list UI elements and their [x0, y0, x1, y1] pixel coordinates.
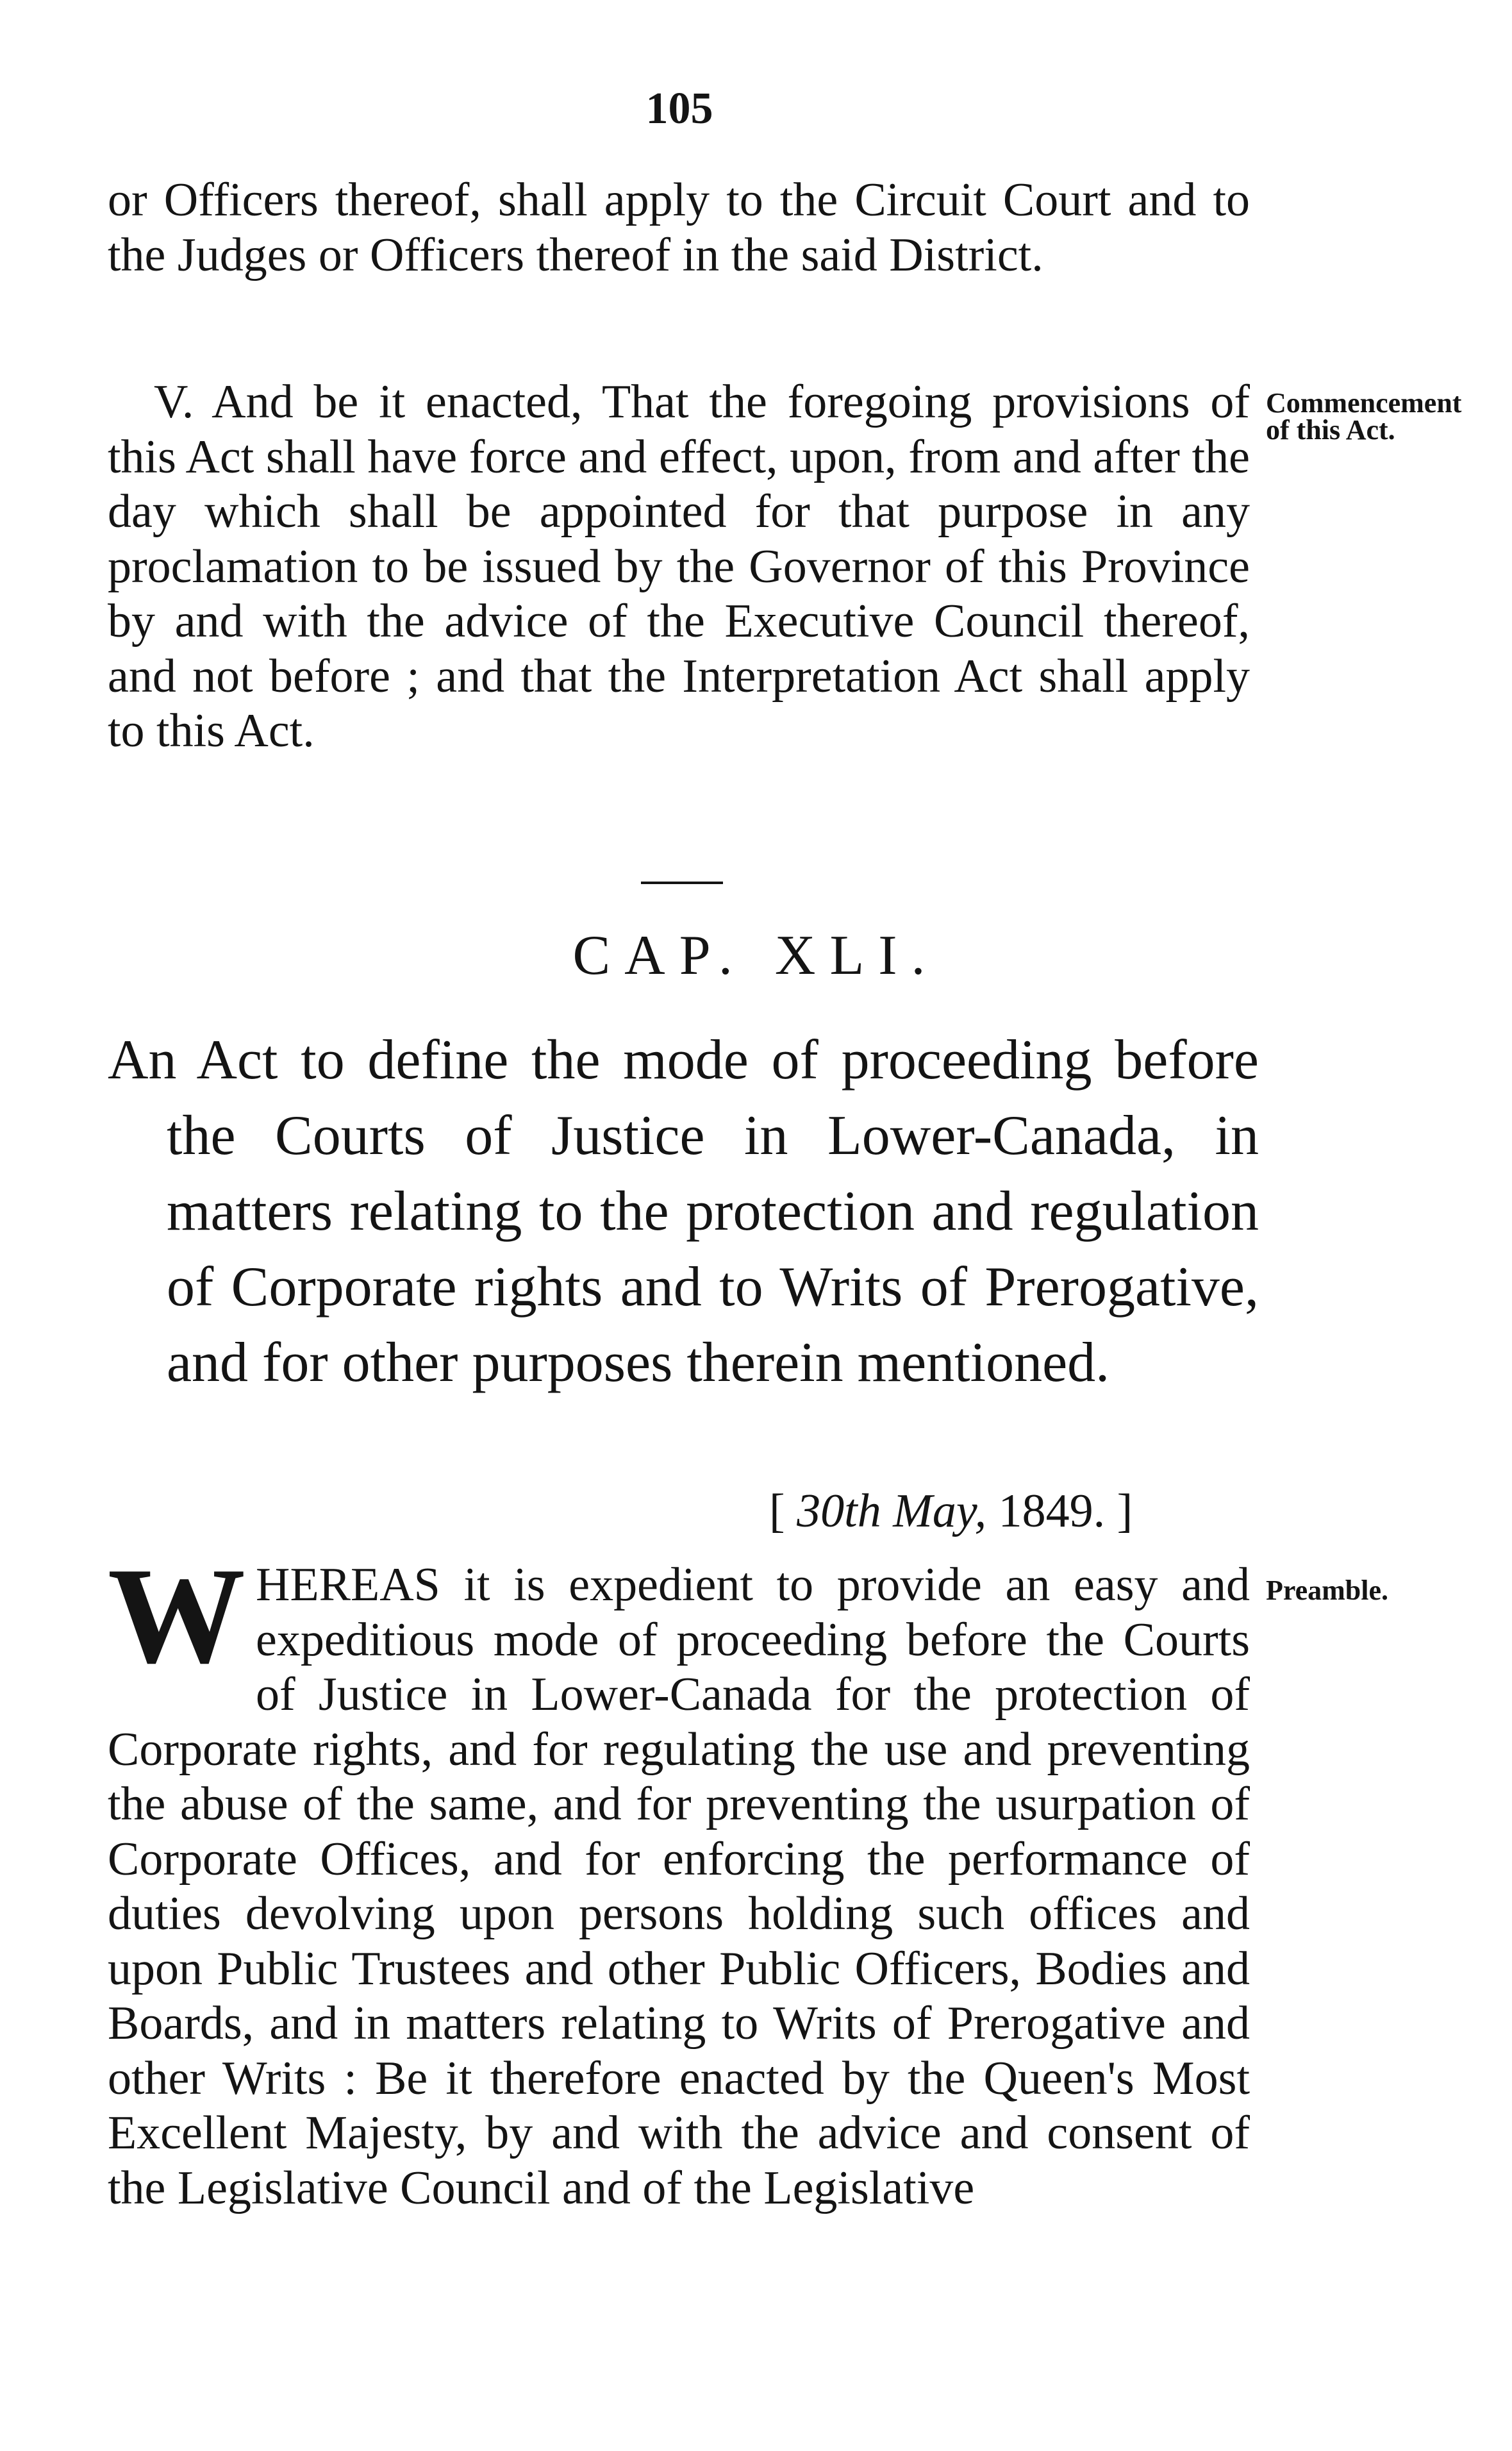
- preamble-paragraph: [108, 1539, 1250, 2216]
- date-day-month: 30th May,: [797, 1485, 987, 1537]
- preamble-text: HEREAS it is expedient to provide an easy and expeditious mode of proceeding before the Courts of Justice in Lower-Canada for the protection of Corporate rights, and for regulating the use and preventing the abuse of the same, and for preventing the usurpation of Corporate Offices, and for enforcing the performance of duties devolving upon persons holding such offices and upon Public Trustees and other Public Officers, Bodies and Boards, and in matters relating to Writs of Prerogative and other Writs : Be it therefore enacted by the Queen's Most Excellent Majesty, by and with the advice and consent of the Legislative Council and of the Legislative: [108, 1559, 1250, 2214]
- section-v-paragraph: V. And be it enacted, That the foregoing provisions of this Act shall have force and effect, upon, from and after the day which shall be appointed for that purpose in any proclamation to be issued by the Governor of this Province by and with the advice of the Executive Council thereof, and not before ; and that the Interpretation Act shall apply to this Act.: [108, 376, 1250, 757]
- drop-cap-letter: W: [108, 1539, 245, 1692]
- date-year: 1849.: [998, 1485, 1106, 1537]
- section-divider: [641, 882, 723, 884]
- date-bracket-open: [: [769, 1485, 785, 1537]
- chapter-heading: CAP. XLI.: [572, 924, 940, 987]
- act-title: An Act to define the mode of proceeding before the Courts of Justice in Lower-Canada, in matters relating to the protection and regulation of Corporate rights and to Writs of Prerogative, and for other purposes therein mentioned.: [108, 1029, 1259, 1394]
- margin-note-preamble: Preamble.: [1266, 1575, 1389, 1606]
- continuation-paragraph: or Officers thereof, shall apply to the Circuit Court and to the Judges or Officers thereof in the said District.: [108, 174, 1250, 281]
- page-number: 105: [645, 84, 713, 133]
- margin-note-commencement: Commencement of this Act.: [1266, 387, 1462, 446]
- date-bracket-close: ]: [1117, 1485, 1133, 1537]
- act-date: [769, 1484, 1133, 1539]
